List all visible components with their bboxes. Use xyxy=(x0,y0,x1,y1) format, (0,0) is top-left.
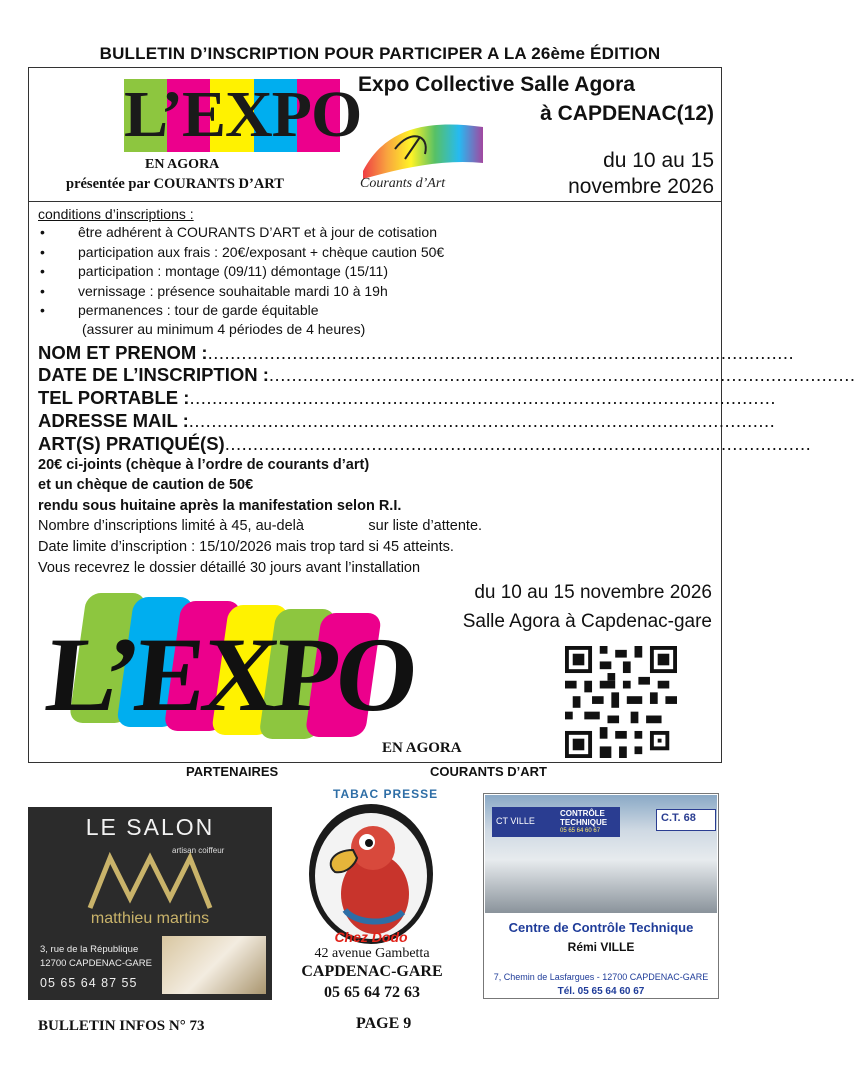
qr-code[interactable] xyxy=(565,646,677,758)
field-mail[interactable]: ADRESSE MAIL :........................................................................................................ xyxy=(38,410,776,431)
list-item: • participation aux frais : 20€/exposant + chèque caution 50€ xyxy=(38,243,698,263)
salon-phone: 05 65 64 87 55 xyxy=(40,976,138,990)
field-tel[interactable]: TEL PORTABLE :........................................................................................................ xyxy=(38,387,776,408)
salon-city: 12700 CAPDENAC-GARE xyxy=(40,958,152,969)
bullet: • xyxy=(40,224,45,240)
footer-bulletin: BULLETIN INFOS N° 73 xyxy=(38,1018,205,1034)
conditions-note: (assurer au minimum 4 périodes de 4 heures) xyxy=(82,321,366,337)
salon-photo xyxy=(162,936,266,994)
bullet: • xyxy=(40,263,45,280)
event-location: à CAPDENAC(12) xyxy=(540,102,714,125)
expo-logo-large-text: L’EXPO xyxy=(41,615,421,733)
list-item: • vernissage : présence souhaitable mardi 10 à 19h xyxy=(38,282,698,302)
salon-logo-icon xyxy=(88,852,212,910)
footer-page: PAGE 9 xyxy=(356,1015,412,1032)
list-item: • participation : montage (09/11) démontage (15/11) xyxy=(38,262,698,282)
list-item: • permanences : tour de garde équitable xyxy=(38,301,698,321)
bullet: • xyxy=(40,243,45,260)
dodo-logo-icon xyxy=(305,802,437,950)
info-line3: Vous recevrez le dossier détaillé 30 jours avant l’installation xyxy=(38,560,421,576)
expo-logo-text: L’EXPO xyxy=(124,78,362,151)
list-item: • être adhérent à COURANTS D’ART et à jour de cotisation xyxy=(38,223,698,243)
ct-title: Centre de Contrôle Technique xyxy=(508,920,694,935)
presented-by: présentée par COURANTS D’ART xyxy=(66,176,284,192)
tabac-city: CAPDENAC-GARE xyxy=(301,963,443,980)
venue-date: du 10 au 15 novembre 2026 xyxy=(474,582,712,603)
tabac-address: 42 avenue Gambetta xyxy=(314,946,430,961)
field-nom[interactable]: NOM ET PRENOM :........................................................................................................ xyxy=(38,342,795,363)
logo-subtitle: EN AGORA xyxy=(145,157,220,172)
ct-sign-title: CONTRÔLE TECHNIQUE xyxy=(560,809,608,827)
field-date[interactable]: DATE DE L’INSCRIPTION :........................................................................................................ xyxy=(38,364,855,385)
ct-brand: CT VILLE xyxy=(496,816,535,826)
event-date-line2: novembre 2026 xyxy=(568,175,714,198)
payment-line1: 20€ ci-joints (chèque à l’ordre de courants d’art) xyxy=(38,457,370,473)
salon-address: 3, rue de la République xyxy=(40,944,139,955)
tabac-arc-text: TABAC PRESSE xyxy=(333,787,439,801)
conditions-title: conditions d’inscriptions : xyxy=(38,206,194,222)
tabac-phone: 05 65 64 72 63 xyxy=(324,984,420,1001)
event-date-line1: du 10 au 15 xyxy=(603,149,714,172)
event-title: Expo Collective Salle Agora xyxy=(358,73,635,96)
courants-logo-label: Courants d’Art xyxy=(360,176,446,191)
page-title: BULLETIN D’INSCRIPTION POUR PARTICIPER A LA 26ème ÉDITION xyxy=(99,44,661,63)
field-art[interactable]: ART(S) PRATIQUÉ(S)........................................................................................................ xyxy=(38,433,812,454)
bullet: • xyxy=(40,302,45,319)
expo-logo-large xyxy=(41,585,421,743)
partners-label: PARTENAIRES xyxy=(186,764,279,779)
salon-subtitle: artisan coiffeur xyxy=(172,846,225,855)
venue-place: Salle Agora à Capdenac-gare xyxy=(462,611,712,632)
ct-sign-phone: 05 65 64 60 67 xyxy=(560,828,601,834)
salon-name: matthieu martins xyxy=(90,910,210,927)
conditions-list xyxy=(38,223,698,321)
ct-address: 7, Chemin de Lasfargues - 12700 CAPDENAC-GARE xyxy=(493,972,709,982)
ct-name: Rémi VILLE xyxy=(567,940,635,954)
payment-line2: et un chèque de caution de 50€ xyxy=(38,477,254,493)
ct-phone: Tél. 05 65 64 60 67 xyxy=(557,986,645,997)
courants-label: COURANTS D’ART xyxy=(430,764,547,779)
divider xyxy=(28,201,722,202)
info-line2: Date limite d’inscription : 15/10/2026 mais trop tard si 45 atteints. xyxy=(38,539,454,555)
logo-large-subtitle: EN AGORA xyxy=(382,740,462,756)
info-line1: Nombre d’inscriptions limité à 45, au-delà sur liste d’attente. xyxy=(38,518,483,534)
dodo-brand: Chez Dodo xyxy=(334,929,408,945)
salon-title: LE SALON xyxy=(85,814,215,840)
payment-line3: rendu sous huitaine après la manifestation selon R.I. xyxy=(38,498,402,514)
ct-panel-text: C.T. 68 xyxy=(661,812,696,824)
bullet: • xyxy=(40,282,45,299)
